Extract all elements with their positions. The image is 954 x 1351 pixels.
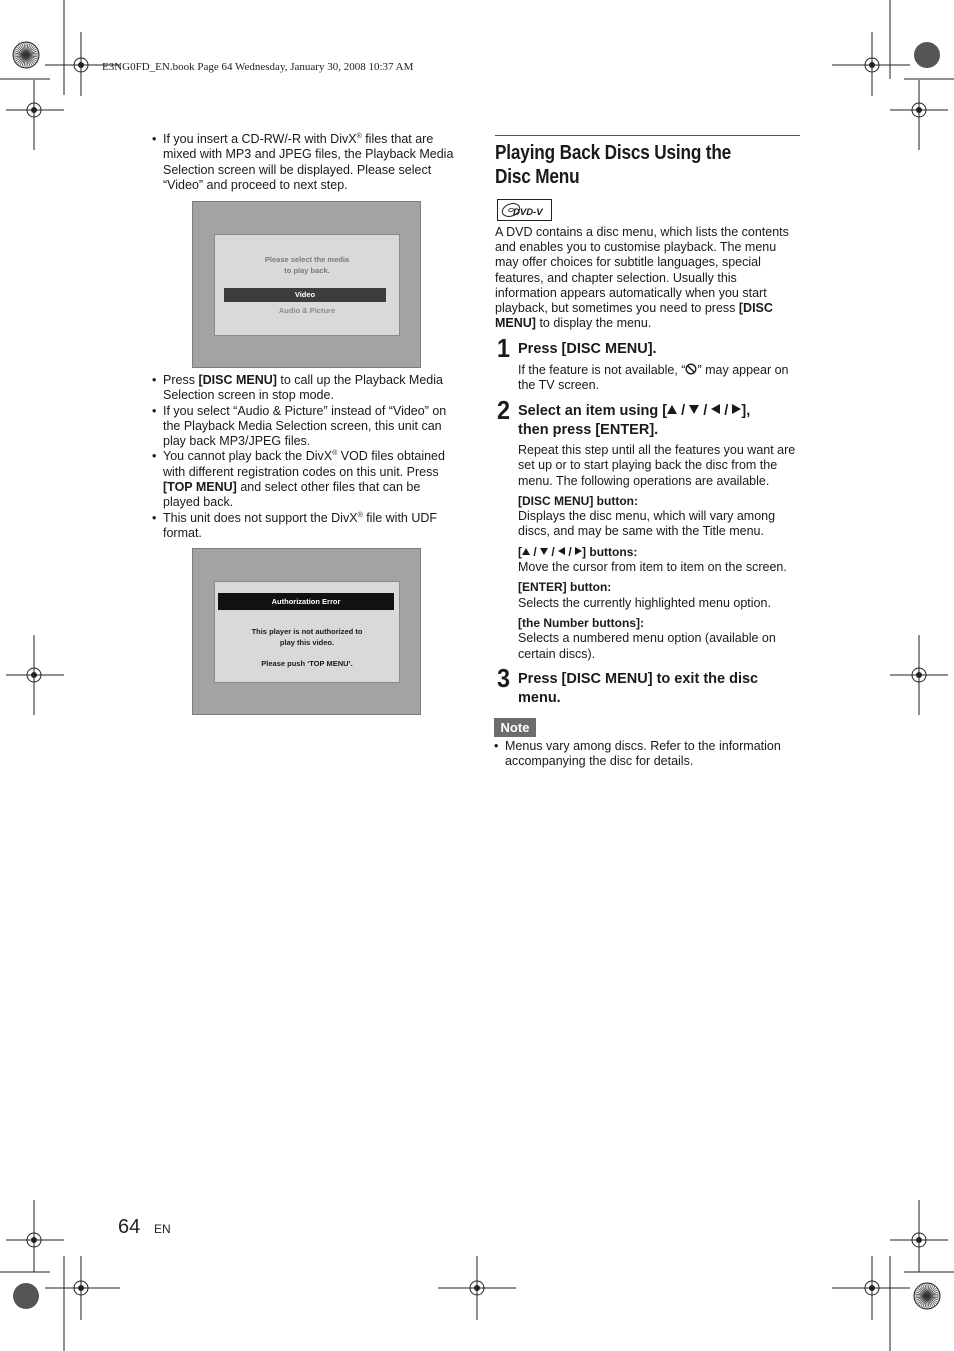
intro-paragraph: A DVD contains a disc menu, which lists the contents and enables you to customise playback. The menu may offer choices for subtitle languages, special features, and chapter selection. Usually this information appears automatically when you start playback, but sometimes you need to press [DISC MENU] to display the menu. <box>495 225 789 331</box>
left-arrow-icon <box>558 547 565 555</box>
option-video-selected[interactable]: Video <box>224 288 386 302</box>
dvd-v-label: DVD-V <box>513 207 543 218</box>
number-buttons-desc: Selects a numbered menu option (available on certain discs). <box>518 631 776 661</box>
bullet-audio-picture: • If you select “Audio & Picture” instead of “Video” on the Playback Media Selection screen, this unit can play back MP3/JPEG files. <box>152 404 458 450</box>
bullet-udf: • This unit does not support the DivX® file with UDF format. <box>152 511 458 542</box>
note-body <box>494 739 799 770</box>
disc-menu-button-label: [DISC MENU] button: <box>518 493 638 508</box>
down-arrow-icon <box>689 405 699 414</box>
step-2-number: 2 <box>497 395 511 425</box>
step-1-body: If the feature is not available, “ ” may appear on the TV screen. <box>518 363 789 393</box>
media-selection-message-line2: to play back. <box>284 266 330 275</box>
page-number: 64 <box>118 1216 141 1238</box>
note-bullet: • Menus vary among discs. Refer to the information accompanying the disc for details. <box>494 739 799 770</box>
error-line1: This player is not authorized to <box>251 627 363 636</box>
up-arrow-icon <box>667 405 677 414</box>
down-arrow-icon <box>540 548 548 555</box>
number-buttons-label: [the Number buttons]: <box>518 615 644 630</box>
step-1-number: 1 <box>497 333 511 363</box>
section-title: Playing Back Discs Using the Disc Menu <box>495 142 732 188</box>
authorization-error-panel <box>214 581 400 683</box>
up-arrow-icon <box>522 548 530 555</box>
step-1-title: Press [DISC MENU]. <box>518 341 657 357</box>
option-audio-picture[interactable]: Audio & Picture <box>278 306 336 315</box>
step-3-title: Press [DISC MENU] to exit the disc menu. <box>518 671 759 706</box>
right-arrow-icon <box>732 404 741 414</box>
media-selection-panel <box>214 234 400 336</box>
step-2-body <box>518 443 803 662</box>
authorization-error-screen <box>192 548 421 715</box>
bullet-vod: • You cannot play back the DivX® VOD files obtained with different registration codes on this unit. Press [TOP MENU] and select other files that can be played back. <box>152 449 458 510</box>
right-arrow-icon <box>575 547 582 555</box>
step-2-intro: Repeat this step until all the features you want are set up or to start playing back the disc from the menu. The following operations are available. <box>518 443 796 488</box>
cursor-buttons-desc: Move the cursor from item to item on the screen. <box>518 560 787 575</box>
error-line2: play this video. <box>279 638 335 647</box>
intro-bullet-block <box>152 132 458 193</box>
media-selection-screen <box>192 201 421 368</box>
error-line3: Please push ‘TOP MENU’. <box>261 659 353 668</box>
enter-button-label: [ENTER] button: <box>518 580 612 595</box>
media-selection-message-line1: Please select the media <box>264 255 350 264</box>
authorization-error-title: Authorization Error <box>218 593 394 610</box>
prohibited-icon <box>685 363 697 375</box>
disc-menu-button-desc: Displays the disc menu, which will vary among discs, and may be same with the Title menu. <box>518 509 776 539</box>
title-rule <box>495 135 800 136</box>
step-2-title: Select an item using [ / / / ], then press [ENTER]. <box>518 403 751 438</box>
cursor-buttons-label: [ / / / ] buttons: <box>518 544 638 559</box>
enter-button-desc: Selects the currently highlighted menu option. <box>518 595 771 610</box>
bullet-disc-menu: • Press [DISC MENU] to call up the Playback Media Selection screen in stop mode. <box>152 373 458 404</box>
notes-bullet-block <box>152 373 458 541</box>
dvd-v-badge <box>497 199 552 221</box>
intro-bullet: • If you insert a CD-RW/-R with DivX® files that are mixed with MP3 and JPEG files, the Playback Media Selection screen will be displayed. Please select “Video” and proceed to next step. <box>152 132 458 193</box>
note-label: Note <box>494 718 536 737</box>
step-3-number: 3 <box>497 663 511 693</box>
left-arrow-icon <box>711 404 720 414</box>
file-info-header: E3NG0FD_EN.book Page 64 Wednesday, January 30, 2008 10:37 AM <box>102 61 414 73</box>
page-language: EN <box>154 1222 171 1236</box>
